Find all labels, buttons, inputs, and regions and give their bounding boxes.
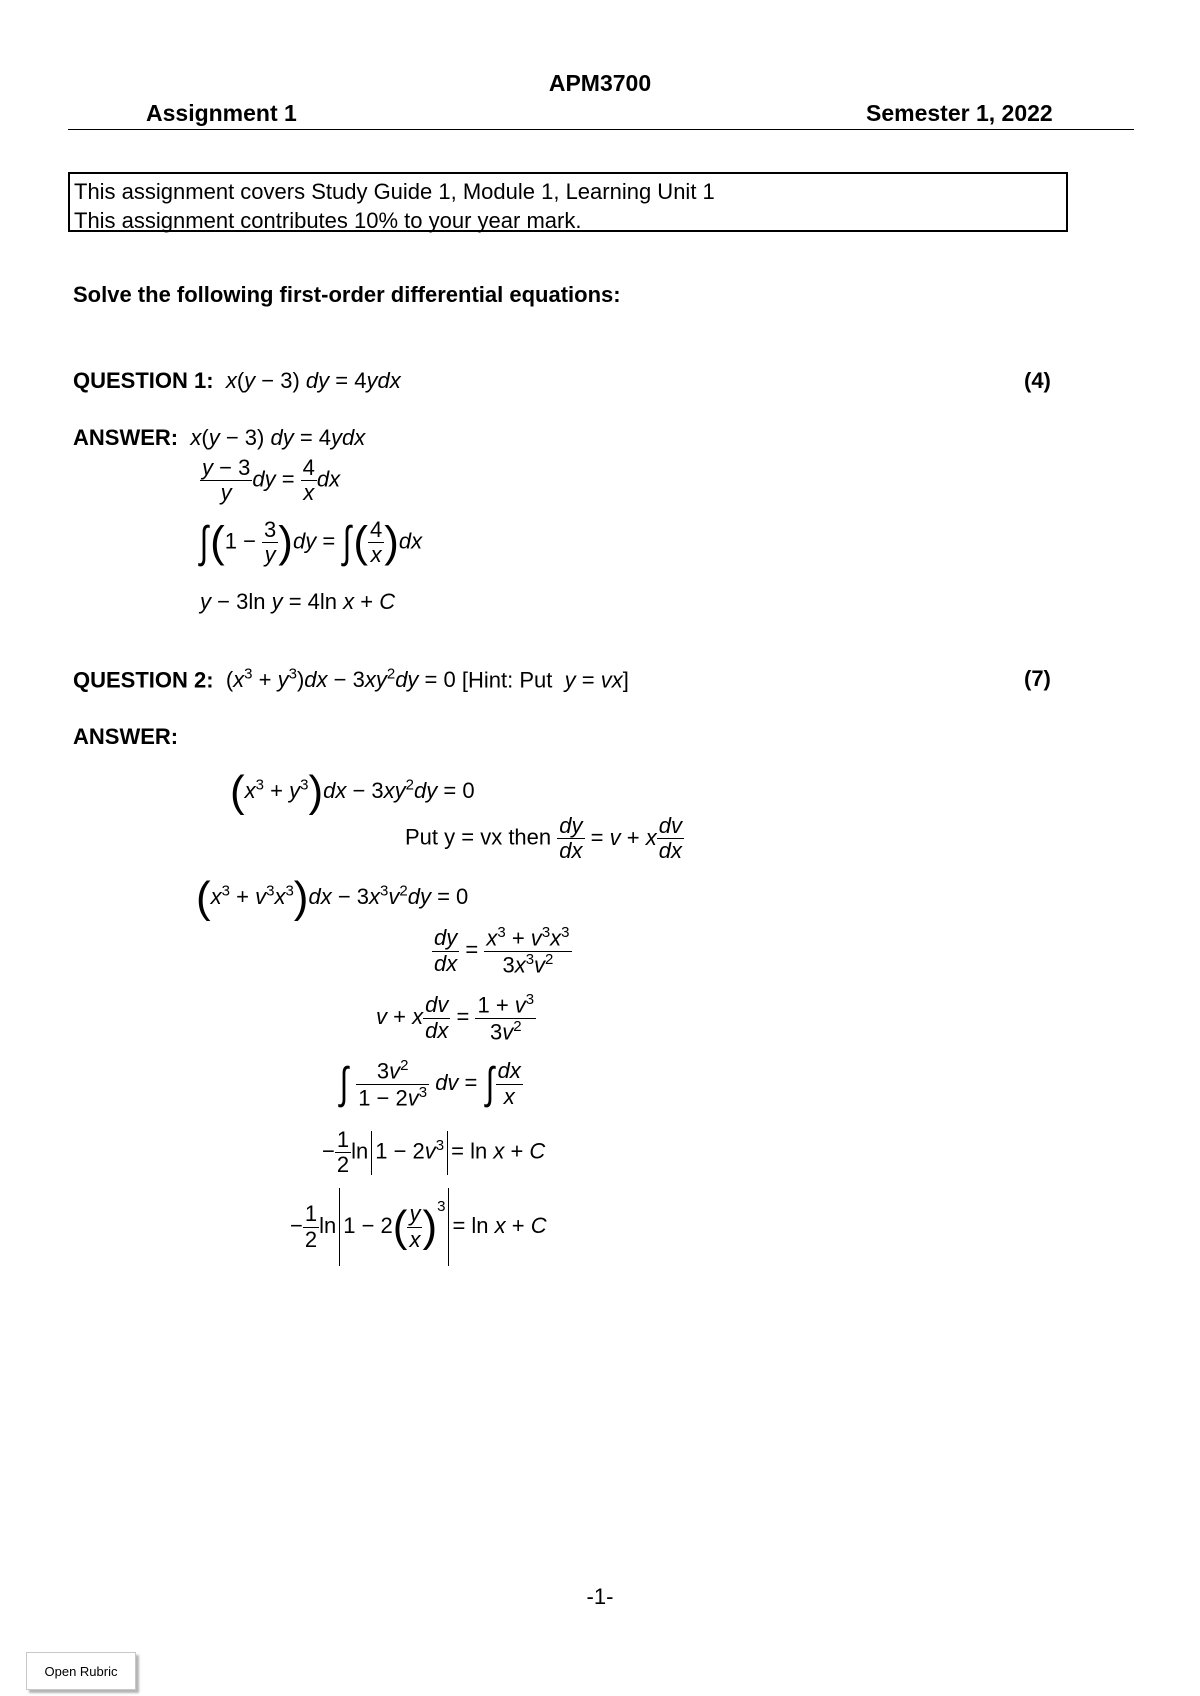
answer-2-step-4: v + x $\frac{dv}{dx}$ = $\frac{1 + v^3}{3v^2}$ [376, 991, 535, 1044]
question-2-hint: [Hint: Put [461, 667, 553, 693]
hint-bracket: ] [622, 667, 629, 693]
assignment-title: Assignment 1 [146, 100, 297, 126]
question-1 [73, 368, 401, 394]
question-2-equation: $(x^3 + y^3)dx - 3xy^2dy = 0$ [225, 666, 456, 693]
header-rule [68, 129, 1134, 130]
answer-1-step-2: $\frac{y - 3}{y}$ dy = $\frac{4}{x}$ dx [202, 455, 341, 506]
answer-1-step-3: ∫(1 − $\frac{3}{y}$ )dy = ∫( $\frac{4}{x}$ )dx [199, 517, 423, 568]
answer-2-step-6: − $\frac{1}{2}$ $\ln 1 - 2v^3 = \ln x + C$ [322, 1127, 546, 1178]
question-1-label: QUESTION 1: [73, 368, 214, 393]
answer-2-label: ANSWER: [73, 724, 179, 749]
answer-1-step-4: y − 3ln y = 4ln x + C [200, 589, 396, 614]
answer-2-step-3: $\frac{dy}{dx}$ = $\frac{x^3 + v^3x^3}{3x^3v^2}$ [434, 924, 570, 977]
substitution-text: Put y = vx then [405, 824, 552, 850]
question-2-hint-equation: y = vx [558, 667, 623, 693]
answer-1 [73, 425, 365, 451]
course-code: APM3700 [548, 70, 652, 96]
info-line-1: This assignment covers Study Guide 1, Module 1, Learning Unit 1 [74, 179, 715, 204]
question-2-label: QUESTION 2: [73, 667, 214, 693]
answer-2-step-7: − $\frac{1}{2}$ ln 1 − 2( $\frac{y}{x}$ )$^3$= ln x + C [290, 1188, 547, 1266]
info-line-2: This assignment contributes 10% to your year mark. [74, 208, 582, 233]
answer-1-step-1: x(y − 3) dy = 4ydx [184, 425, 366, 450]
answer-2-step-1: $(x^3 + y^3)dx - 3xy^2dy = 0$ [230, 767, 475, 816]
instruction-text: Solve the following first-order differential equations: [73, 282, 621, 307]
question-2-marks: (7) [1024, 666, 1051, 691]
answer-1-label: ANSWER: [73, 425, 179, 450]
open-rubric-button[interactable]: Open Rubric [26, 1652, 136, 1690]
answer-2-step-5: ∫ $\frac{3v^2}{1 - 2v^3}$ dv = ∫ $\frac{dx}{x}$ [339, 1057, 521, 1110]
semester-label: Semester 1, 2022 [866, 100, 1053, 126]
answer-2-substitution: Put y = vx then $\frac{dy}{dx}$ = v + x $\frac{dv}{dx}$ [405, 813, 682, 864]
question-2 [73, 666, 629, 693]
question-1-marks: (4) [1024, 368, 1051, 393]
question-1-equation: x(y − 3) dy = 4ydx [219, 368, 401, 393]
page-number: -1- [586, 1584, 614, 1609]
info-box [68, 172, 1068, 232]
answer-2-step-2: $(x^3 + v^3x^3)dx - 3x^3v^2dy = 0$ [196, 873, 469, 922]
